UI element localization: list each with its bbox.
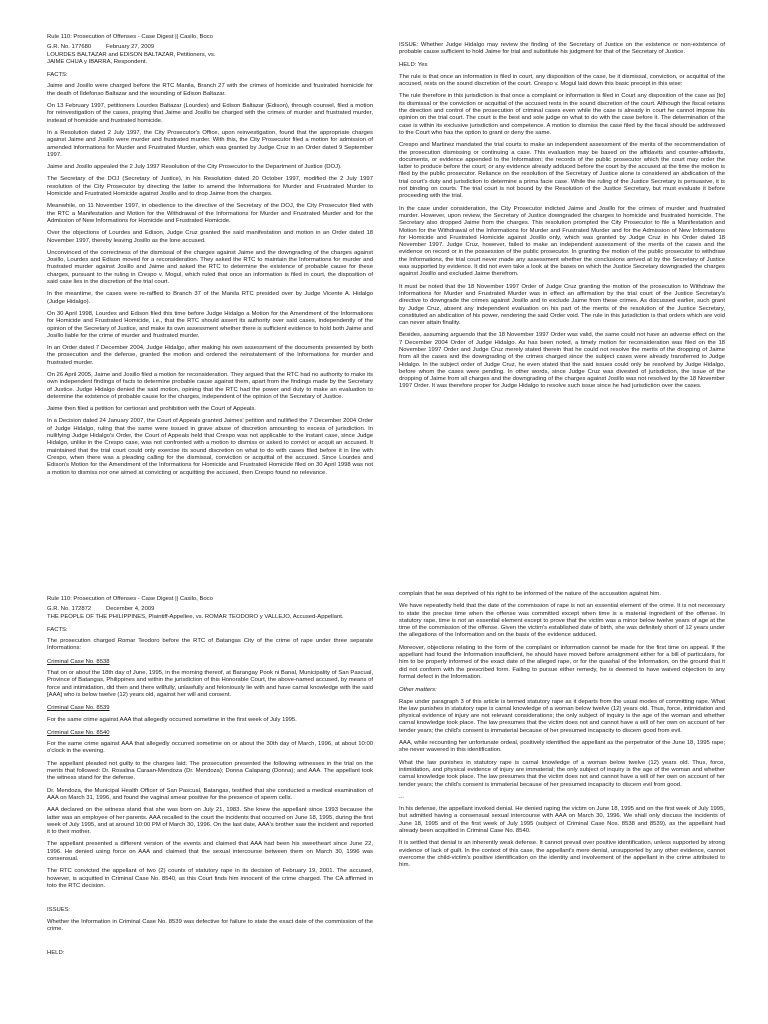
- paragraph: Crespo and Martinez mandated the trial courts to make an independent assessment of the merits of the recommendation of the prosecution dismissing or continuing a case. This evaluation may be based on the affidavits and counter-affidavits, documents, or evidence appended to the Information; the records of the public prosecutor which the court may order the latter to produce before the court; or any evidence already adduced before the court by the accused at the time the motion is filed by the public prosecutor. Reliance on the resolution of the Secretary of Justice alone is considered an abdication of the trial court's duty and jurisdiction to determine a prima facie case. While the ruling of the Justice Secretary is persuasive, it is not binding on courts. The trial court is not bound by the Resolution of the Justice Secretary, but must evaluate it before proceeding with the trial.: [399, 142, 725, 200]
- facts-label: FACTS:: [47, 626, 68, 633]
- paragraph: Rape under paragraph 3 of this article is termed statutory rape as it departs from the usual modes of committing rape. What the law punishes in statutory rape is carnal knowledge of a woman below twelve (12) years old. Thus, force, intimidation and physical evidence of injury are not relevant considerations; the only subject of inquiry is the age of the woman and whether carnal knowledge took place. The law presumes that the victim does not and cannot have a will of her own on account of her tender years; the child's consent is immaterial because of her presumed incapacity to discern good from evil.: [399, 698, 725, 734]
- page1-left-column: [47, 34, 373, 482]
- paragraph: For the same crime against AAA that allegedly occurred sometime in the first week of July 1995.: [47, 716, 297, 723]
- page2-left-column: [47, 596, 373, 961]
- paragraph: In his defense, the appellant invoked denial. He denied raping the victim on June 18, 1995 and on the first week of July 1995, but admitted having a consensual sexual intercourse with AAA on March 30, 1996. We shall only discuss the incidents of June 18, 1995 and of the first week of July 1995 (subject of Criminal Case Nos. 8538 and 8539), as the appellant had already been acquitted in Criminal Case No. 8540.: [399, 806, 725, 835]
- paragraph: Jaime and Josillo were charged before the RTC Manila, Branch 27 with the crimes of homicide and frustrated homicide for the death of Ildefonso Baltazar and the wounding of Edison Baltazar.: [47, 83, 373, 97]
- page-header: Rule 110: Prosecution of Offenses - Case Digest || Casilo, Boco: [47, 34, 213, 40]
- paragraph: On 26 April 2005, Jaime and Josillo filed a motion for reconsideration. They argued that the RTC had no authority to make its own independent findings of facts to determine probable cause against them, apart from the findings made by the Secretary of Justice. Judge Hidalgo denied the said motion, opining that the RTC had the power and duty to make an evaluation to determine the existence of probable cause for the charges, independent of the opinion of the Secretary of Justice.: [47, 371, 373, 400]
- paragraph: Jaime and Josillo appealed the 2 July 1997 Resolution of the City Prosecutor to the Department of Justice (DOJ).: [47, 164, 342, 171]
- paragraph: That on or about the 18th day of June, 1995, in the morning thereof, at Barangay Pook ni Banal, Municipality of San Pascual, Province of Batangas, Philippines and within the jurisdiction of this Honorable Court, the above-named accused, by means of force and intimidation, did then and there willfully, unlawfully and feloniously lie with and have carnal knowledge with the said [AAA] who is below twelve (12) years old, against her will and consent.: [47, 670, 373, 698]
- paragraph: The appellant pleaded not guilty to the charges laid. The prosecution presented the following witnesses in the trial on the merits that followed: Dr. Rosalina Caraan-Mendoza (Dr. Mendoza); Donna Calapang (Donna); and AAA. The appellant took the witness stand for the defense.: [47, 760, 373, 782]
- paragraph: The prosecution charged Romar Teodoro before the RTC of Batangas City of the crime of rape under three separate Informations:: [47, 638, 373, 652]
- paragraph: For the same crime against AAA that allegedly occurred sometime on or about the 30th day of March, 1996, at about 10:00 o'clock in the evening.: [47, 741, 373, 755]
- page-header: Rule 110: Prosecution of Offenses - Case Digest || Casilo, Boco: [47, 596, 213, 602]
- paragraph: On 13 February 1997, petitioners Lourdes Baltazar (Lourdes) and Edison Baltazar (Edison), through counsel, filed a motion for reinvestigation of the cases, praying that Jaime and Josillo be charged with the crimes of murder and frustrated murder, instead of homicide and frustrated homicide.: [47, 103, 373, 124]
- case-parties-petitioners: LOURDES BALTAZAR and EDISON BALTAZAR, Petitioners, vs.: [47, 51, 216, 58]
- criminal-case-label: Criminal Case No. 8538: [47, 658, 110, 665]
- paragraph: Jaime then filed a petition for certiorari and prohibition with the Court of Appeals.: [47, 406, 256, 413]
- paragraph: In the meantime, the cases were re-raffled to Branch 37 of the Manila RTC presided over by Judge Vicente A. Hidalgo (Judge Hidalgo).: [47, 291, 373, 305]
- case-number-line: [47, 44, 373, 51]
- paragraph: The RTC convicted the appellant of two (2) counts of statutory rape in its decision of February 19, 2001. The accused, however, is acquitted in Criminal Case No. 8540, as this Court finds him innocent of the crime charged. The CA affirmed in toto the RTC decision.: [47, 868, 373, 889]
- held-label: HELD:: [47, 950, 65, 957]
- issues-label: ISSUES:: [47, 907, 71, 914]
- paragraph: In a Resolution dated 2 July 1997, the City Prosecutor's Office, upon reinvestigation, found that the appropriate charges against Jaime and Josillo were murder and frustrated murder. With this, the City Prosecutor filed a motion for admission of amended informations for Murder and Frustrated Murder, which was granted by Judge Cruz in an Order dated 9 September 1997.: [47, 129, 373, 158]
- paragraph: Meanwhile, on 11 November 1997, in obedience to the directive of the Secretary of the DOJ, the City Prosecutor filed with the RTC a Manifestation and Motion for the Withdrawal of the Informations for Murder and Frustrated Murder and for the Admission of New Informations for Homicide and Frustrated Homicide.: [47, 203, 373, 224]
- page2-right-column: [399, 591, 725, 875]
- facts-label: FACTS:: [47, 72, 68, 79]
- paragraph: AAA declared on the witness stand that she was born on July 21, 1983. She knew the appellant since 1993 because the latter was an employee of her parents. AAA recalled to the court the incidents that occurred on June 18, 1995, during the first week of July 1995, and at around 10:00 PM of March 30, 1996. On the last date, AAA's brother saw the incident and reported it to their mother.: [47, 807, 373, 836]
- issue-paragraph: ISSUE: Whether Judge Hidalgo may review the finding of the Secretary of Justice on the existence or non-existence of probable cause sufficient to hold Jaime for trial and substitute his judgment for that of the Secretary of Justice.: [399, 42, 725, 56]
- paragraph: complain that he was deprived of his right to be informed of the nature of the accusation against him.: [399, 591, 661, 597]
- paragraph: In a Decision dated 24 January 2007, the Court of Appeals granted Jaimes' petition and nullified the 7 December 2004 Order of Judge Hidalgo, ruling that the same were issued in grave abuse of discretion amounting to excess of jurisdiction. In nullifying Judge Hidalgo's Order, the Court of Appeals held that Crespo was not applicable to the instant case, since Judge Hidalgo, unlike in the Crespo case, was not confronted with a motion to dismiss or asked to convict or acquit an accused. It maintained that the trial court could only exercise its sound discretion on what to do with cases filed before it in line with Crespo, when there was a pleading calling for the dismissal, conviction or acquittal of the accused. Since Lourdes and Edison's Motion for the Amendment of the Informations for Homicide and Frustrated Homicide filed on 30 April 1998 was not a motion to dismiss nor one aimed at convicting or acquitting the accused, then Crespo found no relevance.: [47, 418, 373, 476]
- paragraph: AAA, while recounting her unfortunate ordeal, positively identified the appellant as the perpetrator of the June 18, 1995 rape; she never wavered in this identification.: [399, 740, 725, 754]
- other-matters-label: Other matters:: [399, 687, 437, 694]
- paragraph: Unconvinced of the correctness of the dismissal of the charges against Jaime and the downgrading of the charges against Josillo, Lourdes and Edison moved for a reconsideration. They asked the RTC to maintain the Informations for murder and frustrated murder against Josillo and Jaime and asked the RTC to determine the existence of probable cause for these charges, pursuant to the ruling in Crespo v. Mogul, which ruled that once an information is filed in court, the disposition of said case lies in the discretion of the trial court.: [47, 249, 373, 286]
- criminal-case-label: Criminal Case No. 8539: [47, 705, 110, 712]
- case-number: G.R. No. 172872: [47, 606, 92, 613]
- case-date: February 27, 2009: [105, 44, 155, 51]
- facts-body: [47, 83, 373, 476]
- quoted-paragraph: The rule therefore in this jurisdiction is that once a complaint or information is filed in Court any disposition of the case as [to] its dismissal or the conviction or acquittal of the accused rests in the sound discretion of the court. Although the fiscal retains the direction and control of the prosecution of criminal cases even while the case is already in court he cannot impose his opinion on the trial court. The court is the best and sole judge on what to do with the case before it. The determination of the case is within its exclusive jurisdiction and competence. A motion to dismiss the case filed by the fiscal should be addressed to the Court who has the option to grant or deny the same.: [399, 93, 725, 136]
- paragraph: The appellant presented a different version of the events and claimed that AAA had been his sweetheart since June 22, 1996. He denied using force on AAA and claimed that the sexual intercourse between them on March 30, 1996 was consensual.: [47, 841, 373, 863]
- case-number: G.R. No. 177680: [47, 44, 92, 51]
- page1-right-column: [399, 42, 725, 396]
- paragraph: On 30 April 1998, Lourdes and Edison filed this time before Judge Hidalgo a Motion for the Amendment of the Informations for Homicide and Frustrated Homicide, i.e., that the RTC should assert its authority over said cases, independently of the opinion of the Secretary of Justice, and make its own assessment whether there is sufficient evidence to hold both Jaime and Josillo liable for the crime of murder and frustrated murder.: [47, 310, 373, 339]
- paragraph: Besides, assuming arguendo that the 18 November 1997 Order was valid, the same could not have an adverse effect on the 7 December 2004 Order of Judge Hidalgo. As has been noted, a timely motion for reconsideration was filed on the 18 November 1997 Order and Judge Cruz merely stated therein that he could not resolve the merits of the dropping of Jaime from all the cases and the downgrading of the crimes charged since the subject cases were already transferred to Judge Hidalgo. In the subject order of Judge Cruz, he even stated that the said issues could only be resolved by Judge Hidalgo, before whom the cases were pending. In other words, since Judge Cruz was divested of jurisdiction, the issue of the dropping of Jaime from all charges and the downgrading of the charges against Josillo was not resolved by the 18 November 1997 Order. It was therefore proper for Judge Hidalgo to resolve such issue since he had jurisdiction over the cases.: [399, 332, 725, 390]
- held-label: HELD: Yes: [399, 61, 428, 68]
- paragraph: What the law punishes in statutory rape is carnal knowledge of a woman below twelve (12) years old. Thus, force, intimidation, and physical evidence of injury are immaterial; the only subject of inquiry is the age of the woman and whether carnal knowledge took place. The law presumes that the victim does not and cannot have a will of her own on account of her tender years; the child's consent is immaterial because of her presumed incapacity to discern evil from good.: [399, 759, 725, 788]
- case-number-line: [47, 606, 373, 613]
- paragraph: Moreover, objections relating to the form of the complaint or information cannot be made for the first time on appeal. If the appellant had found the Information insufficient, he should have moved before arraignment either for a bill of particulars, for him to be properly informed of the exact date of the alleged rape, or for the quashal of the Information, on the ground that it did not conform with the prescribed form. Failing to pursue either remedy, he is deemed to have waived objection to any formal defect in the Information.: [399, 644, 725, 680]
- paragraph: The rule is that once an information is filed in court, any disposition of the case, be it dismissal, conviction, or acquittal of the accused, rests on the sound discretion of the court. Crespo v. Mogul laid down this basic precept in this wise:: [399, 73, 725, 88]
- paragraph: Over the objections of Lourdes and Edison, Judge Cruz granted the said manifestation and motion in an Order dated 18 November 1997, thereby leaving Josillo as the lone accused.: [47, 230, 373, 244]
- paragraph: The Secretary of the DOJ (Secretary of Justice), in his Resolution dated 20 October 1997, modified the 2 July 1997 resolution of the City Prosecutor by directing the latter to amend the Informations for Murder and Frustrated Murder to Homicide and Frustrated Homicide against Josillo and to drop Jaime from the charges.: [47, 176, 373, 198]
- paragraph: In an Order dated 7 December 2004, Judge Hidalgo, after making his own assessment of the documents presented by both the prosecution and the defense, granted the motion and ordered the reinstatement of the Informations for murder and frustrated murder.: [47, 345, 373, 366]
- paragraph: In the case under consideration, the City Prosecutor indicted Jaime and Josillo for the crimes of murder and frustrated murder. However, upon review, the Secretary of Justice downgraded the charges to homicide and frustrated homicide. The Secretary also dropped Jaime from the charges. This resolution prompted the City Prosecutor to file a Manifestation and Motion for the Withdrawal of the Informations for Murder and Frustrated Murder and for the Admission of New Informations for Homicide and Frustrated Homicide against Josillo only, which was granted by Judge Cruz in his Order dated 18 November 1997. Judge Cruz, however, failed to make an independent assessment of the merits of the cases and the evidence on record or in the possession of the public prosecutor. In granting the motion of the public prosecutor to withdraw the Informations, the trial court never made any assessment whether the conclusions arrived at by the Secretary of Justice was supported by evidence. It did not even take a look at the bases on which the Justice Secretary downgraded the charges against Josillo and excluded Jaime therefrom.: [399, 205, 725, 278]
- paragraph: We have repeatedly held that the date of the commission of rape is not an essential element of the crime. It is not necessary to state the precise time when the offense was committed except when time is a material ingredient of the offense. In statutory rape, time is not an essential element except to prove that the victim was a minor below twelve years of age at the time of the commission of the offense. Given the victim's established date of birth, she was definitely short of 12 years under the allegations of the Information and on the basis of the evidence adduced.: [399, 603, 725, 639]
- criminal-case-label: Criminal Case No. 8540: [47, 729, 110, 736]
- digest-page-2: [0, 512, 768, 1024]
- ellipsis: ...: [399, 793, 404, 800]
- paragraph: It must be noted that the 18 November 1997 Order of Judge Cruz granting the motion of the prosecution to Withdraw the Informations for Murder and Frustrated Murder was in effect an affirmation by the trial court of the Justice Secretary's directive to downgrade the crimes against Josillo and to exclude Jaime from these crimes. As discussed earlier, such grant by Judge Cruz, absent any independent evaluation on his part of the merits of the resolution of the Justice Secretary, constituted an abdication of his power, rendering the said Order void. The rule in this jurisdiction is that orders which are void can never attain finality.: [399, 283, 725, 327]
- paragraph: Whether the Information in Criminal Case No. 8539 was defective for failure to state the exact date of the commission of the crime.: [47, 918, 373, 932]
- paragraph: It is settled that denial is an inherently weak defense. It cannot prevail over positive identification, unless supported by strong evidence of lack of guilt. In the context of this case, the appellant's mere denial, unsupported by any other evidence, cannot overcome the child-victim's positive identification on the identity and involvement of the appellant in the crime attributed to him.: [399, 840, 725, 869]
- case-parties-respondent: JAIME CHUA y IBARRA, Respondent.: [47, 58, 148, 65]
- case-parties: THE PEOPLE OF THE PHILIPPINES, Plaintiff-Appellee, vs. ROMAR TEODORO y VALLEJO, Accused-Appellant.: [47, 613, 344, 620]
- case-date: December 4, 2009: [105, 606, 155, 613]
- paragraph: Dr. Mendoza, the Municipal Health Officer of San Pascual, Batangas, testified that she conducted a medical examination of AAA on March 31, 1996, and found the vaginal smear positive for the presence of sperm cells.: [47, 787, 373, 801]
